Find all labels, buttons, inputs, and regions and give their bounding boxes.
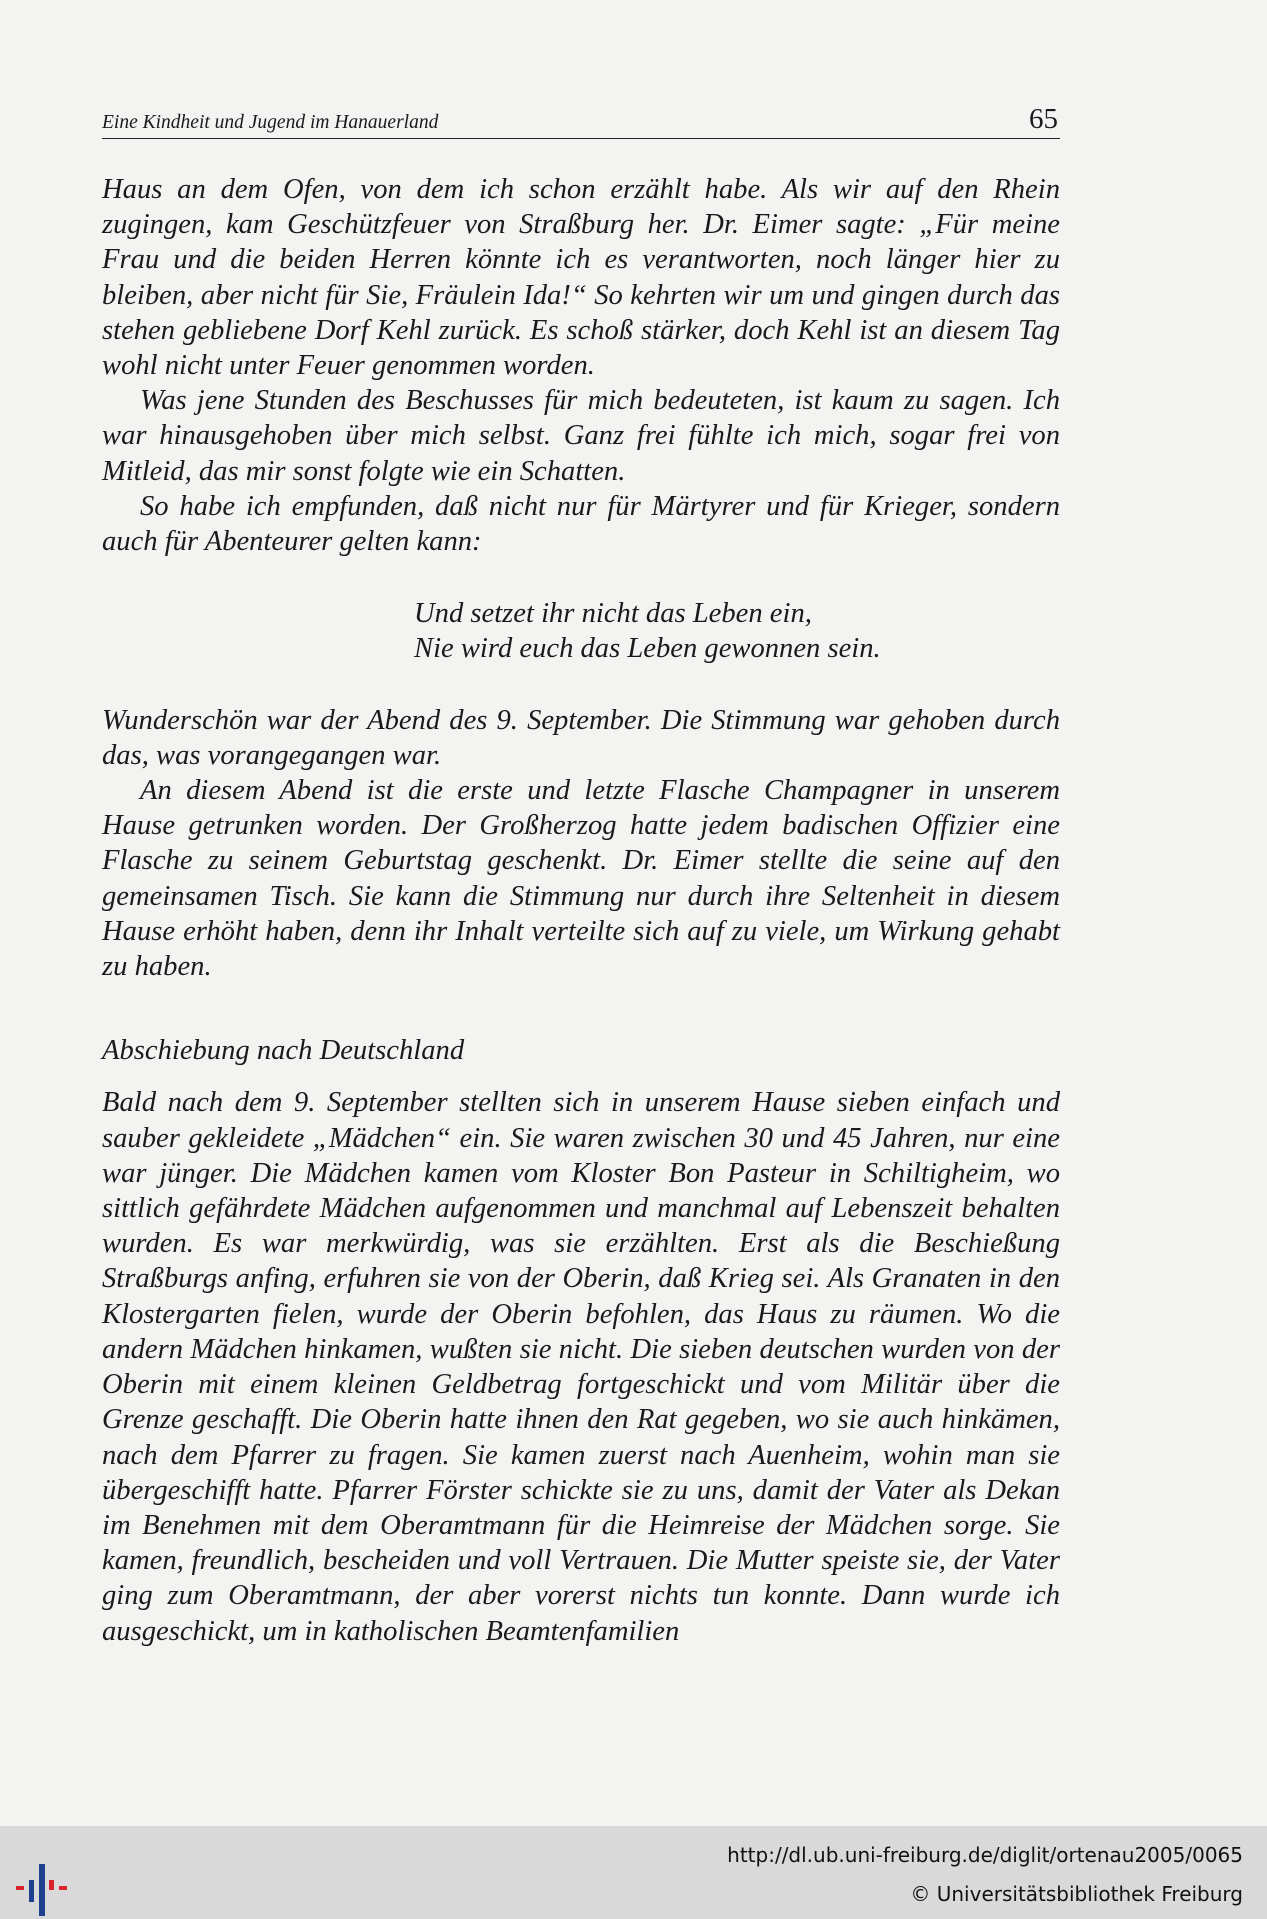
paragraph: Was jene Stunden des Beschusses für mich bedeuteten, ist kaum zu sagen. Ich war hinausgehoben über mich selbst. Ganz frei fühlte ich mich, sogar frei von Mitleid, das mir sonst folgte wie ein Schatten. (102, 385, 1060, 487)
paragraph: An diesem Abend ist die erste und letzte Flasche Champagner in unserem Hause getrunken worden. Der Großherzog hatte jedem badischen Offizier eine Flasche zu seinem Geburtstag geschenkt. Dr. Eimer stellte die seine auf den gemeinsamen Tisch. Sie kann die Stimmung nur durch ihre Seltenheit in diesem Hause erhöht haben, denn ihr Inhalt verteilte sich auf zu viele, um Wirkung gehabt zu haben. (102, 775, 1060, 983)
verse-line: Und setzet ihr nicht das Leben ein, (414, 598, 812, 630)
paragraph: So habe ich empfunden, daß nicht nur für Märtyrer und für Krieger, sondern auch für Abenteurer gelten kann: (102, 490, 1060, 558)
paragraph: Wunderschön war der Abend des 9. September. Die Stimmung war gehoben durch das, was vorangegangen war. (102, 704, 1060, 771)
digitization-footer (0, 1826, 1267, 1919)
ub-freiburg-logo-icon (16, 1864, 80, 1916)
page-body (102, 172, 1060, 1649)
verse-line: Nie wird euch das Leben gewonnen sein. (414, 633, 881, 665)
verse-quote (414, 596, 1060, 666)
running-title: Eine Kindheit und Jugend im Hanauerland (102, 112, 439, 133)
section-heading: Abschiebung nach Deutschland (102, 1035, 465, 1067)
running-header (102, 100, 1060, 139)
paragraph: Haus an dem Ofen, von dem ich schon erzählt habe. Als wir auf den Rhein zugingen, kam Geschützfeuer von Straßburg her. Dr. Eimer sagte: „Für meine Frau und die beiden Herren könnte ich es verantworten, noch länger hier zu bleiben, aber nicht für Sie, Fräulein Ida!“ So kehrten wir um und gingen durch das stehen gebliebene Dorf Kehl zurück. Es schoß stärker, doch Kehl ist an diesem Tag wohl nicht unter Feuer genommen worden. (102, 174, 1060, 382)
paragraph: Bald nach dem 9. September stellten sich in unserem Hause sieben einfach und sauber gekleidete „Mädchen“ ein. Sie waren zwischen 30 und 45 Jahren, nur eine war jünger. Die Mädchen kamen vom Kloster Bon Pasteur in Schiltigheim, wo sittlich gefährdete Mädchen aufgenommen und manchmal auf Lebenszeit behalten wurden. Es war merkwürdig, was sie erzählten. Erst als die Beschießung Straßburgs anfing, erfuhren sie von der Oberin, daß Krieg sei. Als Granaten in den Klostergarten fielen, wurde der Oberin befohlen, das Haus zu räumen. Wo die andern Mädchen hinkamen, wußten sie nicht. Die sieben deutschen wurden von der Oberin mit einem kleinen Geldbetrag fortgeschickt und vom Militär über die Grenze geschafft. Die Oberin hatte ihnen den Rat gegeben, wo sie auch hinkämen, nach dem Pfarrer zu fragen. Sie kamen zuerst nach Auenheim, wohin man sie übergeschifft hatte. Pfarrer Förster schickte sie zu uns, damit der Vater als Dekan im Benehmen mit dem Oberamtmann für die Heimreise der Mädchen sorge. Sie kamen, freundlich, bescheiden und voll Vertrauen. Die Mutter speiste sie, der Vater ging zum Oberamtmann, der aber vorerst nichts tun konnte. Dann wurde ich ausgeschickt, um in katholischen Beamtenfamilien (102, 1087, 1060, 1647)
source-url-link[interactable]: http://dl.ub.uni-freiburg.de/diglit/ortenau2005/0065 (727, 1843, 1243, 1867)
copyright-notice: © Universitätsbibliothek Freiburg (910, 1882, 1243, 1906)
page-number: 65 (1029, 103, 1058, 135)
